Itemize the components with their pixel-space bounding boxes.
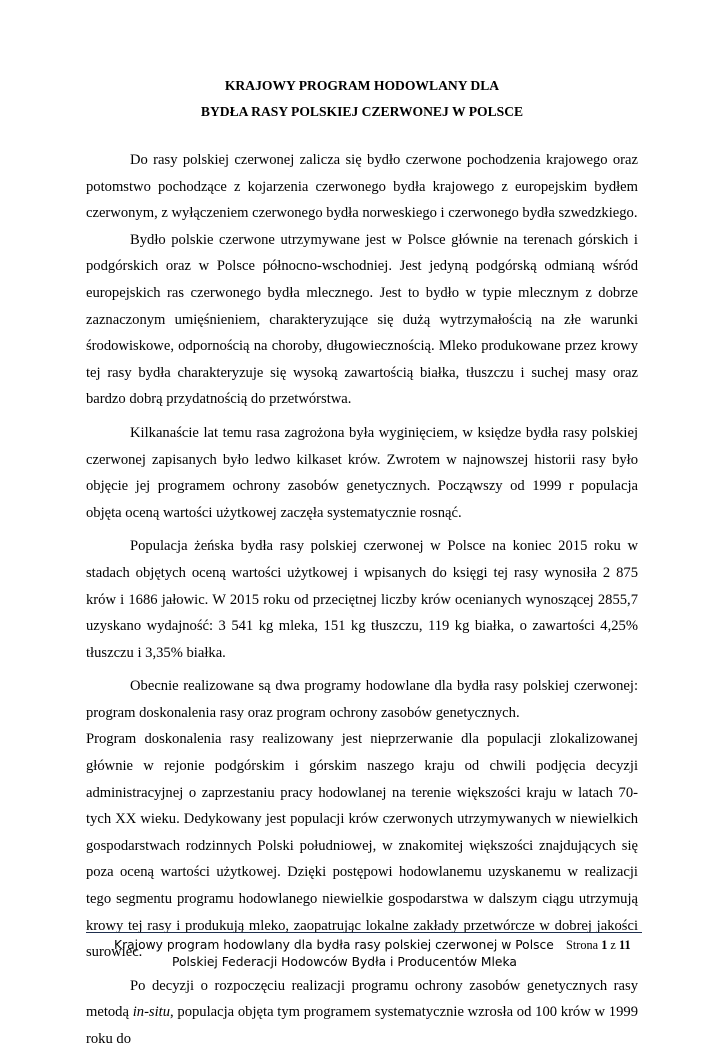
page-label: Strona (566, 938, 599, 952)
paragraph: Program doskonalenia rasy realizowany jest nieprzerwanie dla populacji zlokalizowanej głównie w rejonie podgórskim i górskim naszego kraju od chwili podjęcia decyzji administracyjnej o zaprzestaniu pracy hodowlanej na terenie większości kraju w latach 70-tych XX wieku. Dedykowany jest populacji krów czerwonych utrzymywanych w niewielkich gospodarstwach rodzinnych Polski południowej, w znakomitej większości znajdujących się poza oceną wartości użytkowej. Dzięki postępowi hodowlanemu uzyskanemu w realizacji tego segmentu programu hodowlanego niewielkie gospodarstwa w dalszym ciągu utrzymują krowy tej rasy i produkują mleko, zaopatrując lokalne zakłady przetwórcze w dobrej jakości surowiec. (86, 731, 638, 961)
document-title-line-1: KRAJOWY PROGRAM HODOWLANY DLA (224, 78, 500, 93)
paragraph: Kilkanaście lat temu rasa zagrożona była wyginięciem, w księdze bydła rasy polskiej czerwonej zapisanych było ledwo kilkaset krów. Zwrotem w najnowszej historii rasy było objęcie jej programem ochrony zasobów genetycznych. Począwszy od 1999 r populacja objęta oceną wartości użytkowej zaczęła systematycznie rosnąć. (86, 424, 638, 521)
page-of: z (610, 938, 616, 952)
page-number (566, 937, 631, 953)
paragraph-last (86, 973, 638, 1053)
footer-divider (86, 932, 642, 933)
page-current: 1 (601, 938, 608, 952)
page-total: 11 (618, 938, 631, 952)
italic-term: in-situ (132, 1004, 171, 1021)
paragraph: Populacja żeńska bydła rasy polskiej czerwonej w Polsce na koniec 2015 roku w stadach objętych oceną wartości użytkowej i wpisanych do księgi tej rasy wynosiła 2 875 krów i 1686 jałowic. W 2015 roku od przeciętnej liczby krów ocenianych wynoszącej 2855,7 uzyskano wydajność: 3 541 kg mleka, 151 kg tłuszczu, 119 kg białka, o zawartości 4,25% tłuszczu i 3,35% białka. (86, 538, 638, 661)
footer-organization: Polskiej Federacji Hodowców Bydła i Producentów Mleka (172, 955, 517, 969)
footer-document-title: Krajowy program hodowlany dla bydła rasy polskiej czerwonej w Polsce (114, 938, 554, 952)
paragraph: Bydło polskie czerwone utrzymywane jest w Polsce głównie na terenach górskich i podgórskich oraz w Polsce północno-wschodniej. Jest jedyną podgórską odmianą wśród europejskich ras czerwonego bydła mlecznego. Jest to bydło w typie mlecznym z dobrze zaznaczonym umięśnieniem, charakteryzujące się dużą wytrzymałością na złe warunki środowiskowe, odpornością na choroby, długowiecznością. Mleko produkowane przez krowy tej rasy bydła charakteryzuje się wysoką zawartością białka, tłuszczu i suchej masy oraz bardzo dobrą przydatnością do przetwórstwa. (86, 231, 638, 408)
paragraph-text: Po decyzji o rozpoczęciu realizacji programu ochrony zasobów genetycznych rasy metodą (86, 977, 638, 1021)
document-body (86, 147, 638, 1053)
paragraph: Obecnie realizowane są dwa programy hodowlane dla bydła rasy polskiej czerwonej: program doskonalenia rasy oraz program ochrony zasobów genetycznych. (86, 678, 638, 721)
paragraph-text: , populacja objęta tym programem systematycznie wzrosła od 100 krów w 1999 roku do (86, 1004, 638, 1047)
document-title-line-2: BYDŁA RASY POLSKIEJ CZERWONEJ W POLSCE (200, 104, 524, 119)
paragraph: Do rasy polskiej czerwonej zalicza się bydło czerwone pochodzenia krajowego oraz potomstwo pochodzące z kojarzenia czerwonego bydła krajowego z europejskim bydłem czerwonym, z wyłączeniem czerwonego bydła norweskiego i czerwonego bydła szwedzkiego. (86, 152, 638, 222)
